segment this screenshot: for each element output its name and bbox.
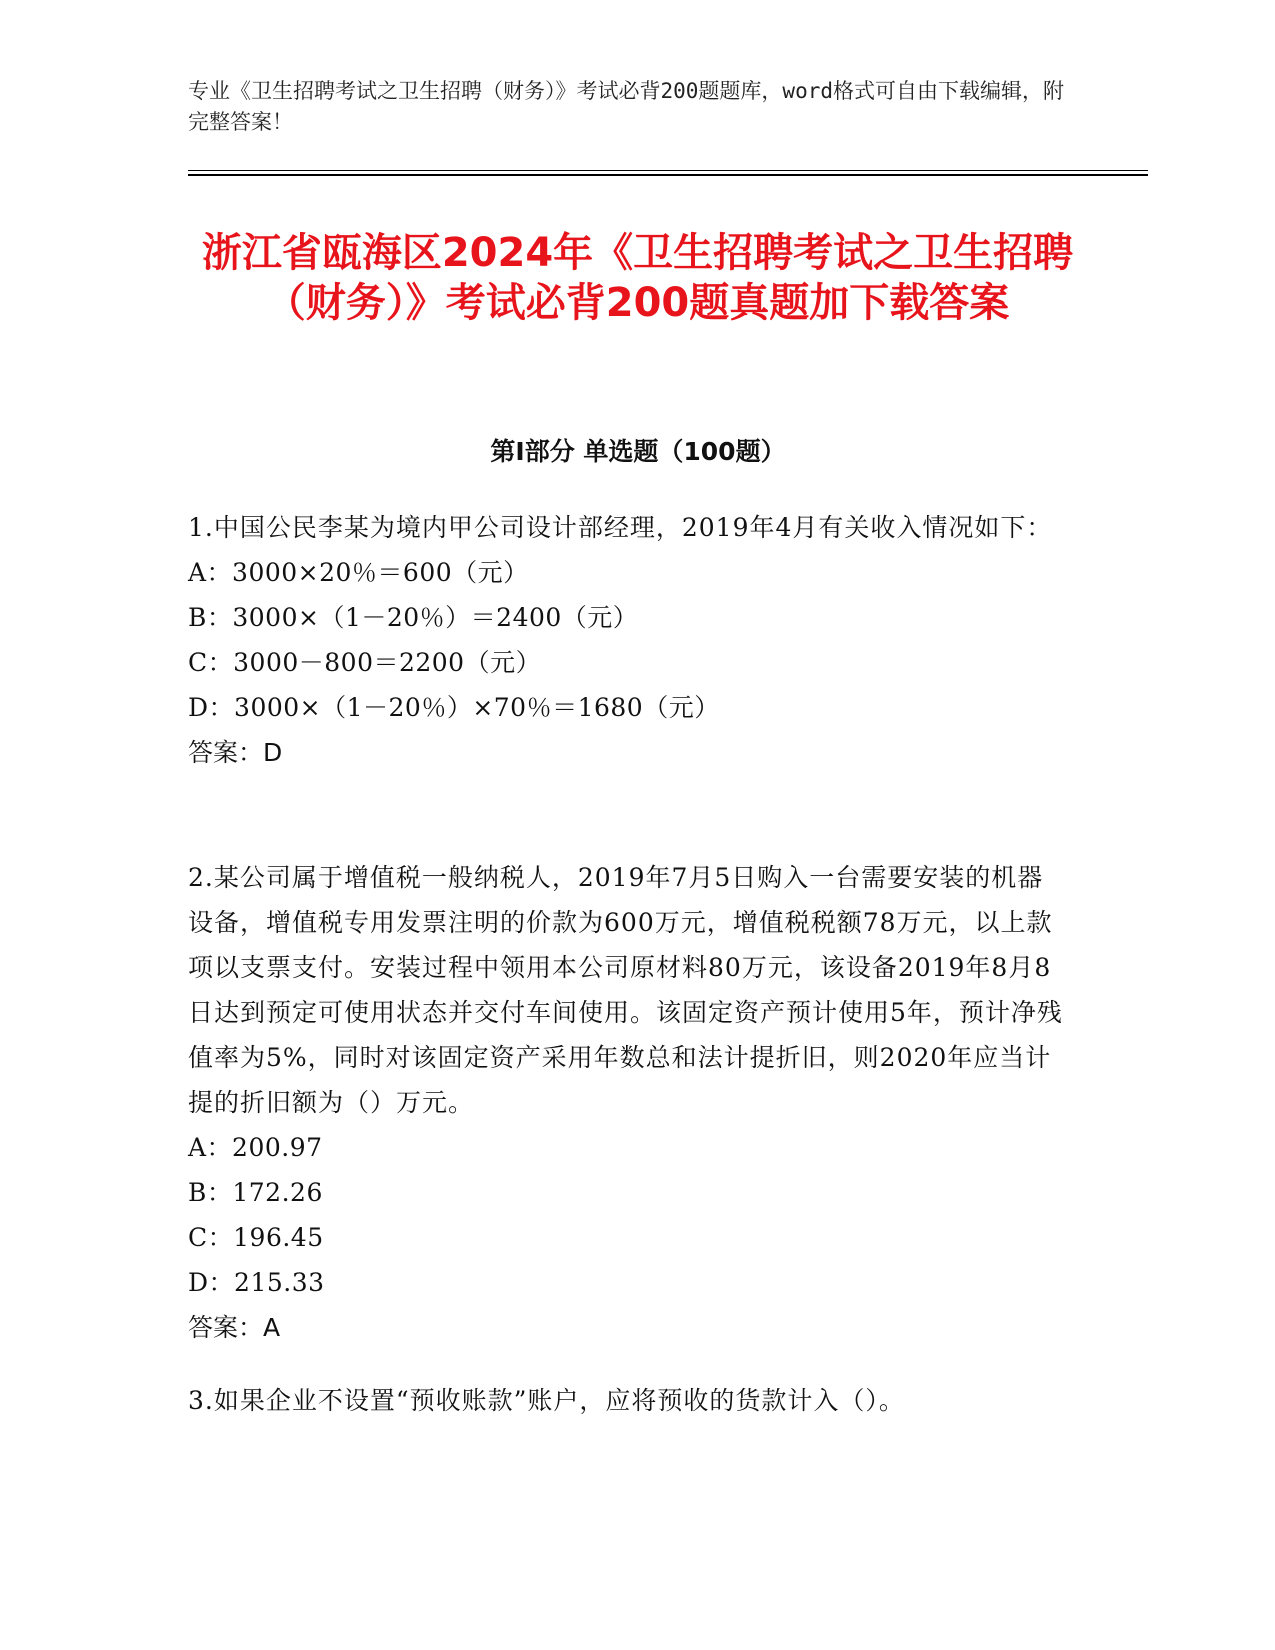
question-1 xyxy=(188,505,1068,775)
answer: 答案：D xyxy=(188,738,283,767)
section-title: 第I部分 单选题（100题） xyxy=(490,437,786,466)
option-b: B：3000×（1－20％）＝2400（元） xyxy=(188,603,639,632)
header-note: 专业《卫生招聘考试之卫生招聘（财务）》考试必背200题题库，word格式可自由下载编辑，附完整答案！ xyxy=(188,79,1064,134)
question-stem: 3.如果企业不设置“预收账款”账户，应将预收的货款计入（）。 xyxy=(188,1386,905,1415)
question-2 xyxy=(188,855,1068,1350)
option-d: D：3000×（1－20％）×70％＝1680（元） xyxy=(188,693,720,722)
option-b: B：172.26 xyxy=(188,1178,323,1207)
option-c: C：196.45 xyxy=(188,1223,324,1252)
option-a: A：3000×20％＝600（元） xyxy=(188,558,529,587)
option-a: A：200.97 xyxy=(188,1133,323,1162)
header-rule-thick xyxy=(188,174,1148,176)
header-rule-thin xyxy=(188,170,1148,171)
answer: 答案：A xyxy=(188,1313,281,1342)
question-3 xyxy=(188,1378,1068,1423)
option-d: D：215.33 xyxy=(188,1268,325,1297)
option-c: C：3000－800＝2200（元） xyxy=(188,648,542,677)
document-title: 浙江省瓯海区2024年《卫生招聘考试之卫生招聘（财务）》考试必背200题真题加下载答案 xyxy=(201,230,1074,326)
question-stem: 2.某公司属于增值税一般纳税人，2019年7月5日购入一台需要安装的机器设备，增值税专用发票注明的价款为600万元，增值税税额78万元，以上款项以支票支付。安装过程中领用本公司原材料80万元，该设备2019年8月8日达到预定可使用状态并交付车间使用。该固定资产预计使用5年，预计净残值率为5%，同时对该固定资产采用年数总和法计提折旧，则2020年应当计提的折旧额为（）万元。 xyxy=(188,863,1063,1117)
question-stem: 1.中国公民李某为境内甲公司设计部经理，2019年4月有关收入情况如下： xyxy=(188,513,1053,542)
